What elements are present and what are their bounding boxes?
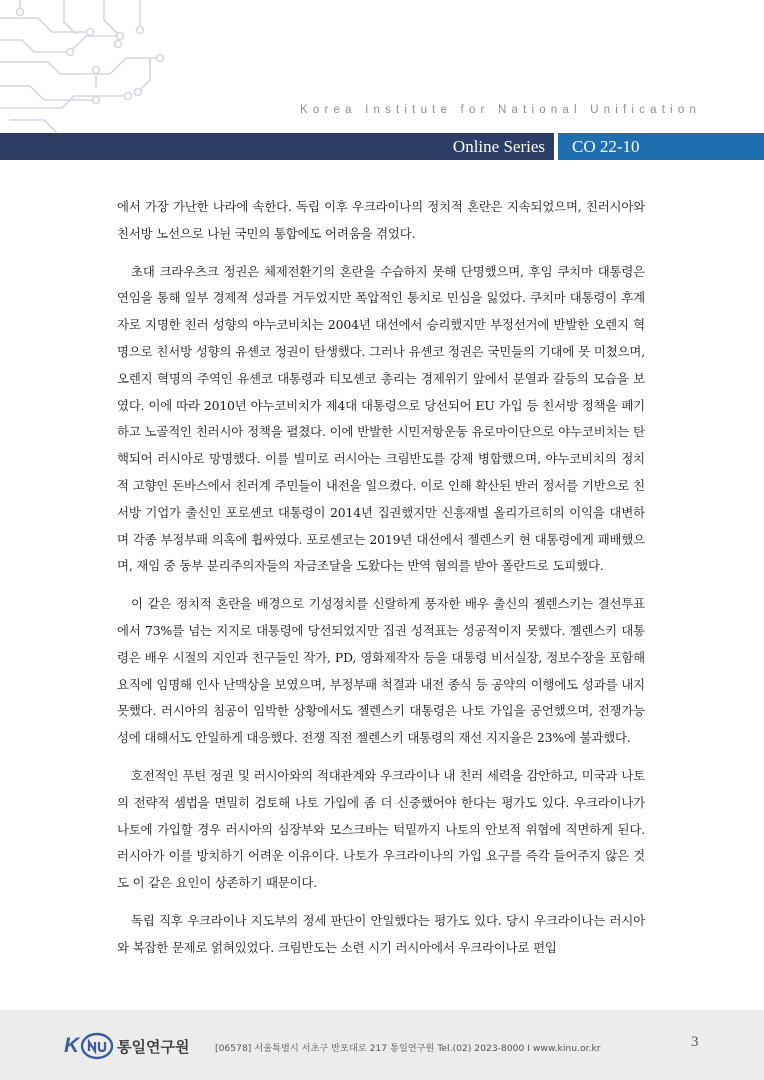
series-text: Online Series xyxy=(452,137,545,156)
series-code: CO 22-10 xyxy=(558,133,764,160)
logo-emblem-icon xyxy=(80,1032,114,1060)
footer-address: [06578] 서울특별시 서초구 반포대로 217 통일연구원 Tel.(02) 2023-8000 I www.kinu.or.kr xyxy=(215,1043,601,1054)
series-bar xyxy=(0,133,764,160)
paragraph: 이 같은 정치적 혼란을 배경으로 기성정치를 신랄하게 풍자한 배우 출신의 젤렌스키는 결선투표에서 73%를 넘는 지지로 대통령에 당선되었지만 집권 성적표는 성공적이지 못했다. 젤렌스키 대통령은 배우 시절의 지인과 친구들인 작가, PD, 영화제작자 등을 대통령 비서실장, 정보수장을 포함해 요직에 임명해 인사 난맥상을 보였으며, 부정부패 척결과 내전 종식 등 공약의 이행에도 성과를 내지 못했다. 러시아의 침공이 임박한 상황에서도 젤렌스키 대통령은 나토 가입을 공언했으며, 전쟁가능성에 대해서도 안일하게 대응했다. 전쟁 직전 젤렌스키 대통령의 재선 지지율은 23%에 불과했다. xyxy=(117,596,645,746)
logo-letter-k: K xyxy=(64,1034,80,1057)
series-label xyxy=(0,133,551,160)
page-header xyxy=(0,0,764,160)
paragraph: 초대 크라우츠크 정권은 체제전환기의 혼란을 수습하지 못해 단명했으며, 후임 쿠치마 대통령은 연임을 통해 일부 경제적 성과를 거두었지만 폭압적인 통치로 민심을 잃었다. 쿠치마 대통령이 후계자로 지명한 친러 성향의 야누코비치는 2004년 대선에서 승리했지만 부정선거에 반발한 오렌지 혁명으로 친서방 성향의 유셴코 정권이 탄생했다. 그러나 유셴코 정권은 국민들의 기대에 못 미쳤으며, 오렌지 혁명의 주역인 유셴코 대통령과 티모셴코 총리는 경제위기 앞에서 분열과 갈등의 모습을 보였다. 이에 따라 2010년 야누코비치가 제4대 대통령으로 당선되어 EU 가입 등 친서방 정책을 폐기하고 노골적인 친러시아 정책을 펼쳤다. 이에 반발한 시민저항운동 유로마이단으로 야누코비치는 탄핵되어 러시아로 망명했다. 이를 빌미로 러시아는 크림반도를 강제 병합했으며, 야누코비치의 정치적 고향인 돈바스에서 친러계 주민들이 내전을 일으켰다. 이로 인해 확산된 반러 정서를 기반으로 친서방 기업가 출신인 포로셴코 대통령이 2014년 집권했지만 신흥재벌 올리가르히의 이익을 대변하며 각종 부정부패 의혹에 휩싸였다. 포로셴코는 2019년 대선에서 젤렌스키 현 대통령에게 패배했으며, 재임 중 동부 분리주의자들의 자금조달을 도왔다는 반역 혐의를 받아 폴란드로 도피했다. xyxy=(117,263,645,574)
logo-name: 통일연구원 xyxy=(117,1038,190,1056)
page-footer xyxy=(0,1010,764,1080)
circuit-pattern-graphic xyxy=(0,0,200,135)
paragraph: 에서 가장 가난한 나라에 속한다. 독립 이후 우크라이나의 정치적 혼란은 지속되었으며, 친러시아와 친서방 노선으로 나뉜 국민의 통합에도 어려움을 겪었다. xyxy=(117,199,645,241)
page-number: 3 xyxy=(691,1034,699,1050)
paragraph: 호전적인 푸틴 정권 및 러시아와의 적대관계와 우크라이나 내 친러 세력을 감안하고, 미국과 나토의 전략적 셈법을 면밀히 검토해 나토 가입에 좀 더 신중했어야 한다는 평가도 있다. 우크라이나가 나토에 가입할 경우 러시아의 심장부와 모스크바는 턱밑까지 나토의 안보적 위협에 직면하게 된다. 러시아가 이를 방치하기 어려운 이유이다. 나토가 우크라이나의 가입 요구를 즉각 들어주지 않은 것도 이 같은 요인이 상존하기 때문이다. xyxy=(117,767,645,891)
article-body xyxy=(117,194,645,973)
paragraph: 독립 직후 우크라이나 지도부의 정세 판단이 안일했다는 평가도 있다. 당시 우크라이나는 러시아와 복잡한 문제로 얽혀있었다. 크림반도는 소련 시기 러시아에서 우크라이나로 편입 xyxy=(117,912,645,955)
institute-name: Korea Institute for National Unification xyxy=(300,104,702,116)
